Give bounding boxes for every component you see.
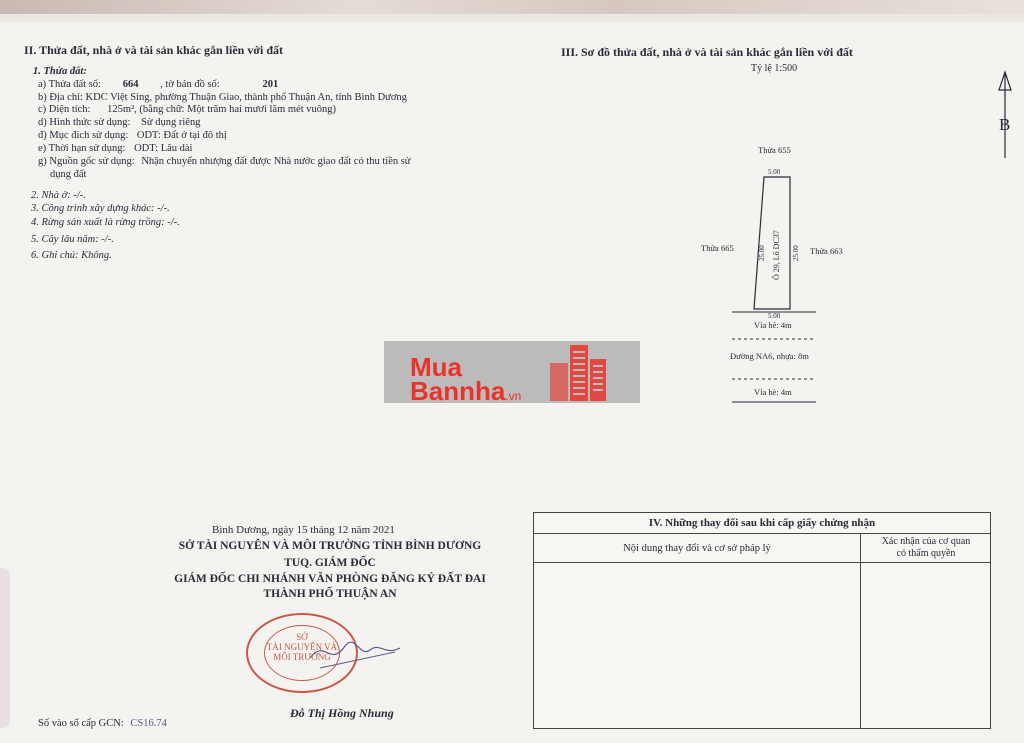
area-label: c) Diện tích: <box>38 104 91 115</box>
sidewalk-label-2: Vỉa hè: 4m <box>754 387 792 397</box>
watermark <box>384 341 640 406</box>
north-label: B <box>999 115 1011 134</box>
seal-line1: SỞ <box>296 632 308 642</box>
dim-right: 25.00 <box>792 245 800 261</box>
watermark-line2: Bannha <box>410 376 506 406</box>
section2-title: II. Thửa đất, nhà ở và tài sản khác gắn liền với đất <box>24 43 284 57</box>
term-value: ODT: Lâu dài <box>134 143 193 154</box>
parcel-left-label: Thửa 665 <box>701 243 734 253</box>
dim-bottom: 5.00 <box>768 312 781 320</box>
signer-position: GIÁM ĐỐC CHI NHÁNH VĂN PHÒNG ĐĂNG KÝ ĐẤT ĐAI <box>174 573 486 585</box>
proxy-label: TUQ. GIÁM ĐỐC <box>284 557 376 569</box>
map-sheet-number: 201 <box>262 79 279 90</box>
purpose-row <box>38 130 227 141</box>
column-authority-confirmation <box>860 536 992 560</box>
map-sheet-label: , tờ bản đồ số: <box>160 79 220 90</box>
gcn-row <box>38 718 167 729</box>
signer-name: Đỗ Thị Hồng Nhung <box>290 706 394 720</box>
usage-form-label: d) Hình thức sử dụng: <box>38 117 131 128</box>
origin-value-cont: dụng đất <box>50 169 87 180</box>
section4-title: IV. Những thay đổi sau khi cấp giấy chứng nhận <box>534 513 990 534</box>
gcn-label: Số vào sổ cấp GCN: <box>38 718 124 729</box>
trees-item: 5. Cây lâu năm: -/-. <box>31 234 114 245</box>
section3-title: III. Sơ đồ thửa đất, nhà ở và tài sản khác gắn liền với đất <box>561 45 853 59</box>
signing-org: SỞ TÀI NGUYÊN VÀ MÔI TRƯỜNG TỈNH BÌNH DƯƠNG <box>178 540 482 552</box>
top-paper-edge <box>0 14 1024 22</box>
sidewalk-label-1: Vỉa hè: 4m <box>754 320 792 330</box>
dim-left: 25.00 <box>758 245 766 261</box>
origin-row <box>38 156 411 167</box>
address: b) Địa chỉ: KDC Việt Sing, phường Thuận Giao, thành phố Thuận An, tỉnh Bình Dương <box>38 92 407 103</box>
changes-table-header <box>534 534 990 563</box>
lot-label: Ô 29, Lô DC37 <box>772 230 781 280</box>
handwritten-signature <box>300 628 410 678</box>
scale-label: Tỷ lệ 1:500 <box>751 63 798 74</box>
term-label: e) Thời hạn sử dụng: <box>38 143 126 154</box>
construction-item: 3. Công trình xây dựng khác: -/-. <box>31 203 170 214</box>
watermark-line2-row <box>410 376 522 408</box>
parcel-number: 664 <box>122 79 139 90</box>
dim-top: 5.00 <box>768 168 781 176</box>
parcel-number-row <box>38 79 318 90</box>
area-value: 125m², (bằng chữ: Một trăm hai mươi lăm mét vuông) <box>107 104 336 115</box>
seal-line3: MÔI TRƯỜNG <box>273 652 331 662</box>
road-label: Đường NA6, nhựa: 8m <box>730 351 809 361</box>
parcel-number-label: a) Thửa đất số: <box>38 79 101 90</box>
usage-form-value: Sử dụng riêng <box>141 117 201 128</box>
origin-label: g) Nguồn gốc sử dụng: <box>38 156 135 167</box>
forest-item: 4. Rừng sản xuất là rừng trồng: -/-. <box>31 217 180 228</box>
top-decorative-strip <box>0 0 1024 14</box>
gcn-value: CS16.74 <box>130 718 167 729</box>
usage-form-row <box>38 117 200 128</box>
column-change-content: Nội dung thay đổi và cơ sở pháp lý <box>623 543 771 554</box>
area-row <box>38 104 336 115</box>
changes-table <box>533 512 991 729</box>
column-authority-line1: Xác nhận của cơ quan <box>881 536 971 547</box>
purpose-label: đ) Mục đích sử dụng: <box>38 130 129 141</box>
watermark-suffix: .vn <box>505 389 522 403</box>
seal-line2: TÀI NGUYÊN VÀ <box>266 642 338 652</box>
building-logo-icon <box>534 343 614 401</box>
parcel-top-label: Thửa 655 <box>758 145 791 155</box>
table-column-divider <box>860 534 861 728</box>
origin-value: Nhận chuyển nhượng đất được Nhà nước giao đất có thu tiền sử <box>141 156 411 167</box>
parcel-right-label: Thửa 663 <box>810 246 843 256</box>
watermark-line1: Mua <box>410 352 462 382</box>
purpose-value: ODT: Đất ở tại đô thị <box>136 130 227 141</box>
left-edge-shadow <box>0 568 10 728</box>
column-authority-line2: có thẩm quyền <box>896 548 956 559</box>
branch-name: THÀNH PHỐ THUẬN AN <box>263 588 397 600</box>
term-row <box>38 143 192 154</box>
house-item: 2. Nhà ở: -/-. <box>31 190 86 201</box>
place-date: Bình Dương, ngày 15 tháng 12 năm 2021 <box>212 524 395 536</box>
parcel-heading: 1. Thửa đất: <box>33 66 87 77</box>
parcel-diagram <box>690 60 1024 410</box>
notes-item: 6. Ghi chú: Không. <box>31 250 112 261</box>
